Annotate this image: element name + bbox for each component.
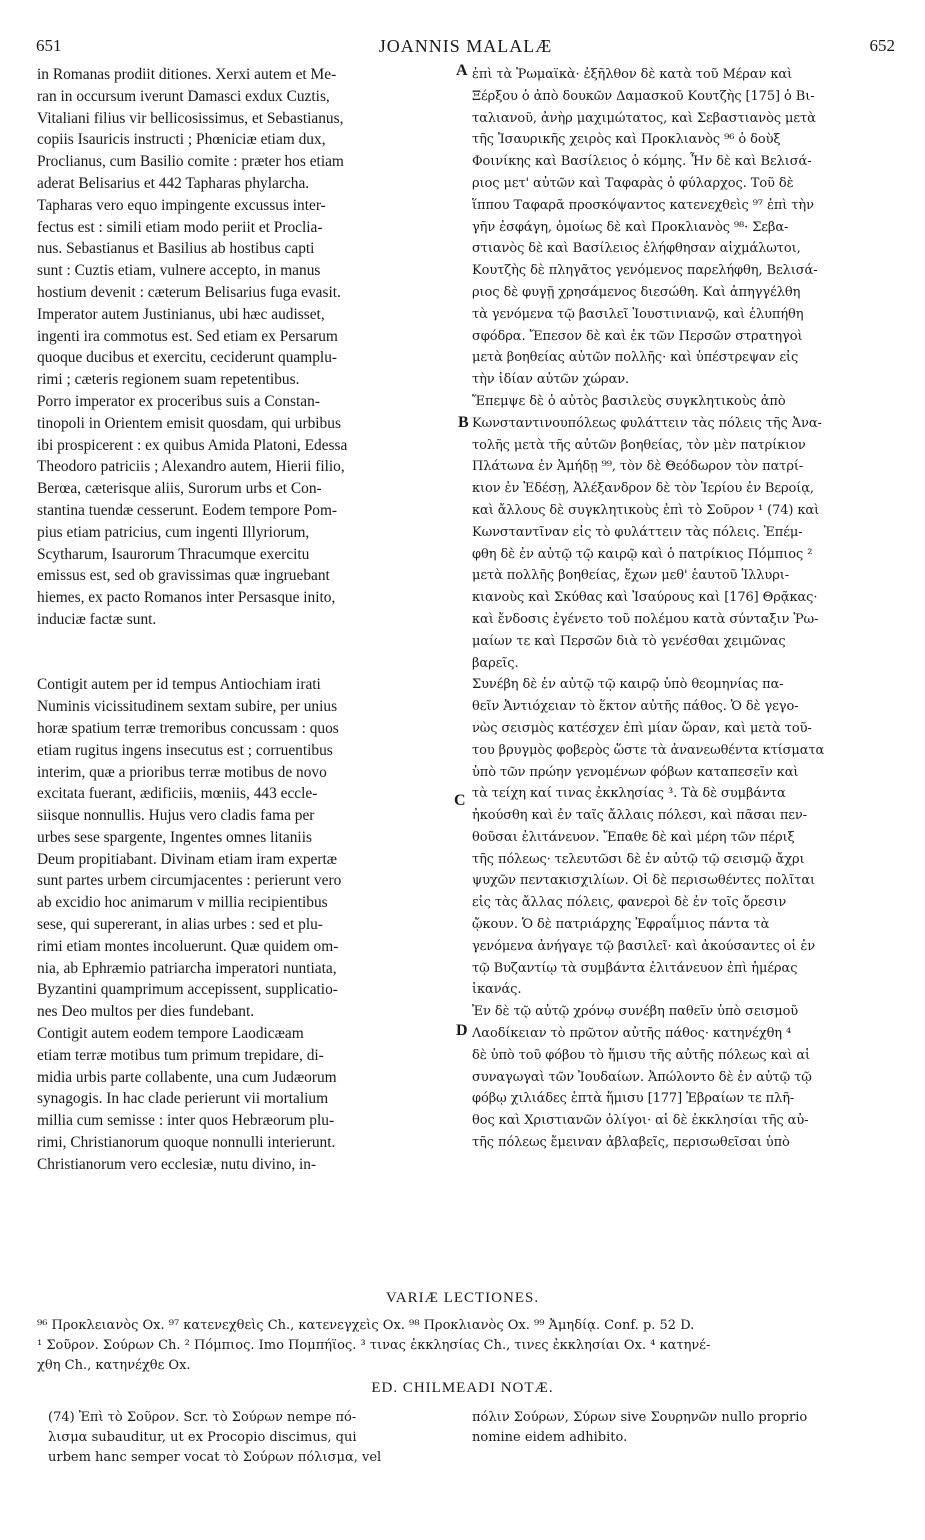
latin-line: nia, ab Ephræmio patriarcha imperatori nuntiata, xyxy=(37,959,337,977)
latin-column xyxy=(37,64,462,1176)
greek-line: κιανοὺς καὶ Σκύθας καὶ Ἰσαύρους καὶ [176] Θρᾷκας· xyxy=(472,590,818,606)
greek-line: ἠκούσθη καὶ ἐν ταῖς ἄλλαις πόλεσι, καὶ πᾶσαι πεν- xyxy=(472,808,808,824)
latin-line: Imperator autem Justinianus, ubi hæc audisset, xyxy=(37,305,325,323)
greek-line: ᾤκουν. Ὁ δὲ πατριάρχης Ἐφραΐμιος πάντα τὰ xyxy=(472,917,770,933)
latin-line: midia urbis parte collabente, una cum Judæorum xyxy=(37,1068,337,1086)
latin-line: stantina tuendæ cesserunt. Eodem tempore Pom- xyxy=(37,501,338,519)
note-line: nomine eidem adhibito. xyxy=(472,1430,628,1445)
greek-column xyxy=(472,64,892,1154)
latin-line: sunt partes urbem circumjacentes : perierunt vero xyxy=(37,872,342,890)
latin-line: rimi ; cæteris regionem suam repetentibus. xyxy=(37,371,300,389)
notes-left-column xyxy=(48,1408,458,1468)
latin-line: fectus est : simili etiam modo periit et Proclia- xyxy=(37,218,323,236)
greek-line: Κουτζὴς δὲ πληγᾶτος γενόμενος παρελήφθη, Βελισά- xyxy=(472,263,818,279)
latin-line: Theodoro patriciis ; Alexandro autem, Hierii filio, xyxy=(37,458,345,476)
greek-line: μετὰ πολλῆς βοηθείας, ἔχων μεθ' ἑαυτοῦ Ἰλλυρι- xyxy=(472,568,790,584)
latin-line: Scytharum, Isaurorum Thracumque exercitu xyxy=(37,545,310,563)
latin-line: hiemes, ex pacto Romanos inter Persasque inito, xyxy=(37,589,336,607)
greek-line: Πλάτωνα ἐν Ἀμήδῃ ⁹⁹, τὸν δὲ Θεόδωρον τὸν πατρί- xyxy=(472,459,804,475)
greek-line: τὴν ἰδίαν αὐτῶν χώραν. xyxy=(472,372,630,388)
greek-line: Λαοδίκειαν τὸ πρῶτον αὐτῆς πάθος· κατηνέχθη ⁴ xyxy=(472,1026,792,1042)
latin-line: hostium devenit : cæterum Belisarius fuga evasit. xyxy=(37,283,341,301)
latin-line: Contigit autem per id tempus Antiochiam irati xyxy=(37,676,321,694)
greek-line: Συνέβη δὲ ἐν αὐτῷ τῷ καιρῷ ὑπὸ θεομηνίας πα- xyxy=(472,677,784,693)
section-marker-c: C xyxy=(454,792,466,809)
notes-title: ED. CHILMEADI NOTÆ. xyxy=(371,1380,554,1396)
section-marker-a: A xyxy=(456,62,468,79)
latin-line: synagogis. In hac clade perierunt vii mortalium xyxy=(37,1090,329,1108)
latin-line xyxy=(37,631,462,653)
latin-line: induciæ factæ sunt. xyxy=(37,610,157,628)
note-line: πόλιν Σούρων, Σύρων sive Σουρηνῶν nullo proprio xyxy=(472,1410,808,1425)
greek-line: θοῦσαι ἐλιτάνευον. Ἔπαθε δὲ καὶ μέρη τῶν πέριξ xyxy=(472,829,795,845)
latin-line: etiam terræ motibus tum primum trepidare, di- xyxy=(37,1046,324,1064)
latin-line: ran in occursum iverunt Damasci exdux Cuztis, xyxy=(37,87,330,105)
latin-line: Contigit autem eodem tempore Laodicæam xyxy=(37,1025,304,1043)
latin-line: aderat Belisarius et 442 Tapharas phylarcha. xyxy=(37,174,310,192)
greek-line: νὼς σεισμὸς κατέσχεν ἐπὶ μίαν ὥραν, καὶ μετὰ τοῦ- xyxy=(472,720,812,736)
latin-line: Porro imperator ex proceribus suis a Constan- xyxy=(37,392,320,410)
greek-line: ριος μετ' αὐτῶν καὶ Ταφαρὰς ὁ φύλαρχος. Τοῦ δὲ xyxy=(472,175,794,191)
latin-line: quoque ducibus et exercitu, ceciderunt quamplu- xyxy=(37,349,338,367)
latin-line: Numinis vicissitudinem sextam subire, per unius xyxy=(37,698,338,716)
latin-line: Proclianus, cum Basilio comite : præter hos etiam xyxy=(37,153,344,171)
latin-line: pius etiam patricius, cum ingenti Illyriorum, xyxy=(37,523,310,541)
note-line: (74) Ἐπὶ τὸ Σοῦρον. Scr. τὸ Σούρων nempe πό- xyxy=(48,1410,357,1425)
latin-line: millia cum semisse : inter quos Hebræorum plu- xyxy=(37,1112,335,1130)
latin-line: horæ spatium terræ tremoribus concussam : quos xyxy=(37,719,339,737)
greek-line: μετὰ βοηθείας αὐτῶν πολλῆς· καὶ ὑπέστρεψαν εἰς xyxy=(472,350,799,366)
greek-line: φόβῳ χιλιάδες ἑπτὰ ἥμισυ [177] Ἑβραίων τε πλῆ- xyxy=(472,1091,795,1107)
greek-line: τῆς Ἰσαυρικῆς χειρὸς καὶ Προκλιανὸς ⁹⁶ ὁ δοὺξ xyxy=(472,132,781,148)
greek-line: τολῆς μετὰ τῆς αὐτῶν βοηθείας, τὸν μὲν πατρίκιον xyxy=(472,437,806,453)
latin-line: sese, qui supererant, in alias urbes : sed et plu- xyxy=(37,916,323,934)
latin-line: rimi, Christianorum quoque nonnulli interierunt. xyxy=(37,1134,336,1152)
notes-right-column xyxy=(472,1408,892,1448)
greek-line: Ξέρξου ὁ ἀπὸ δουκῶν Δαμασκοῦ Κουτζὴς [175] ὁ Βι- xyxy=(472,88,815,104)
greek-line: ψυχῶν πεντακισχιλίων. Οἱ δὲ περισωθέντες πολῖται xyxy=(472,873,816,889)
greek-line: εἰς τὰς ἄλλας πόλεις, φανεροὶ δὲ ἐν τοῖς ὄρεσιν xyxy=(472,895,787,911)
greek-line: τὰ γενόμενα τῷ βασιλεῖ Ἰουστινιανῷ, καὶ ἐλυπήθη xyxy=(472,306,804,322)
greek-line: κιον ἐν Ἐδέσῃ, Ἀλέξανδρον δὲ τὸν Ἱερίου ἐν Βεροίᾳ, xyxy=(472,481,814,497)
greek-line: τὰ τείχη καί τινας ἐκκλησίας ³. Τὰ δὲ συμβάντα xyxy=(472,786,786,802)
greek-line: γενόμενα ἀνήγαγε τῷ βασιλεῖ· καὶ ἀκούσαντες οἱ ἐν xyxy=(472,938,816,954)
latin-line: Tapharas vero equo impingente excussus inter- xyxy=(37,196,326,214)
greek-line: ὑπὸ τῶν πρώην γενομένων φόβων καταπεσεῖν καὶ xyxy=(472,764,799,780)
latin-line: sunt : Cuztis etiam, vulnere accepto, in manus xyxy=(37,262,321,280)
latin-line: Byzantini quamprimum accepissent, supplicatio- xyxy=(37,981,338,999)
greek-line: καὶ ἔνδοσις ἐγένετο τοῦ πολέμου κατὰ σύνταξιν Ῥω- xyxy=(472,611,819,627)
latin-line: urbes sese spargente, Ingentes omnes litaniis xyxy=(37,828,312,846)
latin-line: Deum propitiabant. Divinam etiam iram expertæ xyxy=(37,850,338,868)
greek-line: θεῖν Ἀντιόχειαν τὸ ἕκτον αὐτῆς πάθος. Ὁ δὲ γεγο- xyxy=(472,699,799,715)
latin-line: siisque nonnullis. Hujus vero cladis fama per xyxy=(37,807,315,825)
latin-line: ab excidio hoc animarum v millia recipientibus xyxy=(37,894,328,912)
latin-line: in Romanas prodiit ditiones. Xerxi autem et Me- xyxy=(37,66,337,83)
greek-line: σφόδρα. Ἔπεσον δὲ καὶ ἐκ τῶν Περσῶν στρατηγοὶ xyxy=(472,328,803,344)
latin-line: rimi etiam montes incoluerunt. Quæ quidem om- xyxy=(37,937,339,955)
greek-line: Κωνσταντινουπόλεως φυλάττειν τὰς πόλεις τῆς Ἀνα- xyxy=(472,415,822,431)
latin-line: Berœa, cæterisque aliis, Surorum urbs et Con- xyxy=(37,480,322,498)
latin-line: ibi prospicerent : ex quibus Amida Platoni, Edessa xyxy=(37,436,348,454)
variant-reading-line: ⁹⁶ Προκλειανὸς Ox. ⁹⁷ κατενεχθεὶς Ch., κατενεγχεὶς Ox. ⁹⁸ Προκλιανὸς Ox. ⁹⁹ Ἀμηδίᾳ. Conf. p. 52 D. xyxy=(37,1318,695,1333)
greek-line: Ἐν δὲ τῷ αὐτῷ χρόνῳ συνέβη παθεῖν ὑπὸ σεισμοῦ xyxy=(472,1004,799,1020)
latin-line xyxy=(37,653,462,675)
page-number-left: 651 xyxy=(36,36,62,55)
greek-line: ταλιανοῦ, ἀνὴρ μαχιμώτατος, καὶ Σεβαστιανὸς μετὰ xyxy=(472,110,816,126)
page-header xyxy=(36,36,895,60)
greek-line: ἵππου Ταφαρᾶ προσκόψαντος κατενεχθεὶς ⁹⁷ ἐπὶ τὴν xyxy=(472,197,814,213)
greek-line: Ἔπεμψε δὲ ὁ αὐτὸς βασιλεὺς συγκλητικοὺς ἀπὸ xyxy=(472,393,786,409)
running-title: JOANNIS MALALÆ xyxy=(378,36,553,56)
greek-line: τῆς πόλεως· τελευτῶσι δὲ ἐν αὐτῷ τῷ σεισμῷ ἄχρι xyxy=(472,851,805,867)
latin-line: tinopoli in Orientem emisit quosdam, qui urbibus xyxy=(37,414,341,432)
latin-line: interim, quæ a prioribus terræ motibus de novo xyxy=(37,763,327,781)
variant-reading-line: ¹ Σοῦρον. Σούρων Ch. ² Πόμπιος. Imo Πομπήϊος. ³ τινας ἐκκλησίας Ch., τινες ἐκκλησίαι Ox. ⁴ κατηνέ- xyxy=(37,1338,711,1353)
latin-line: excitata fuerant, ædificiis, mœniis, 443 eccle- xyxy=(37,785,318,803)
latin-line: copiis Isauricis instructi ; Phœniciæ etiam dux, xyxy=(37,131,326,149)
latin-line: nus. Sebastianus et Basilius ab hostibus capti xyxy=(37,240,315,258)
variant-reading-line: χθη Ch., κατηνέχθε Ox. xyxy=(37,1358,191,1373)
greek-line: ἐπὶ τὰ Ῥωμαϊκὰ· ἐξῆλθον δὲ κατὰ τοῦ Μέραν καὶ xyxy=(472,67,793,82)
greek-line: συναγωγαὶ τῶν Ἰουδαίων. Ἀπώλοντο δὲ ἐν αὐτῷ τῷ xyxy=(472,1069,812,1085)
greek-line: καὶ ἄλλους δὲ συγκλητικοὺς ἐπὶ τὸ Σοῦρον ¹ (74) καὶ xyxy=(472,502,820,518)
greek-line: θος καὶ Χριστιανῶν ὀλίγοι· αἱ δὲ ἐκκλησίαι τῆς αὐ- xyxy=(472,1113,809,1129)
note-line: λισμα subauditur, ut ex Procopio discimus, qui xyxy=(48,1430,357,1445)
greek-line: βαρεῖς. xyxy=(472,655,519,671)
latin-line: ingenti ira commotus est. Sed etiam ex Persarum xyxy=(37,327,338,345)
latin-line: etiam rugitus ingens insecutus est ; corruentibus xyxy=(37,741,333,759)
latin-line: Christianorum vero ecclesiæ, nutu divino, in- xyxy=(37,1155,317,1173)
note-line: urbem hanc semper vocat τὸ Σούρων πόλισμα, vel xyxy=(48,1450,382,1465)
greek-line: φθη δὲ ἐν αὐτῷ τῷ καιρῷ καὶ ὁ πατρίκιος Πόμπιος ² xyxy=(472,546,813,562)
latin-line: Vitaliani filius vir bellicosissimus, et Sebastianus, xyxy=(37,109,344,127)
greek-line: στιανὸς δὲ καὶ Βασίλειος ἐλήφθησαν αἰχμάλωτοι, xyxy=(472,241,801,257)
variae-lectiones-body xyxy=(37,1316,892,1376)
greek-line: Φοινίκης καὶ Βασίλειος ὁ κόμης. Ἦν δὲ καὶ Βελισά- xyxy=(472,154,812,170)
latin-line: emissus est, sed ob gravissimas quæ ingruebant xyxy=(37,567,330,585)
section-marker-d: D xyxy=(456,1022,468,1039)
greek-line: του βρυγμὸς φοβερὸς ὥστε τὰ ἀνανεωθέντα κτίσματα xyxy=(472,742,825,758)
variae-lectiones-title: VARIÆ LECTIONES. xyxy=(385,1290,540,1306)
section-marker-b: B xyxy=(458,414,469,431)
greek-line: δὲ ὑπὸ τοῦ φόβου τὸ ἥμισυ τῆς αὐτῆς πόλεως καὶ αἱ xyxy=(472,1047,811,1063)
greek-line: ριος δὲ φυγῇ χρησάμενος διεσώθη. Καὶ ἀπηγγέλθη xyxy=(472,284,801,300)
greek-line: γῆν ἐσφάγη, ὁμοίως δὲ καὶ Προκλιανὸς ⁹⁸· Σεβα- xyxy=(472,219,789,235)
greek-line: ἱκανάς. xyxy=(472,982,522,998)
greek-line: μαίων τε καὶ Περσῶν διὰ τὸ γενέσθαι χειμῶνας xyxy=(472,633,786,649)
greek-line: τῷ Βυζαντίῳ τὰ συμβάντα ἐλιτάνευον ἐπὶ ἡμέρας xyxy=(472,960,798,976)
latin-line: nes Deo multos per dies fundebant. xyxy=(37,1003,255,1021)
page-number-right: 652 xyxy=(869,36,895,55)
greek-line: Κωνσταντῖναν εἰς τὸ φυλάττειν τὰς πόλεις. Ἐπέμ- xyxy=(472,524,803,540)
greek-line: τῆς πόλεως ἔμειναν ἀβλαβεῖς, περισωθεῖσαι ὑπὸ xyxy=(472,1135,790,1151)
